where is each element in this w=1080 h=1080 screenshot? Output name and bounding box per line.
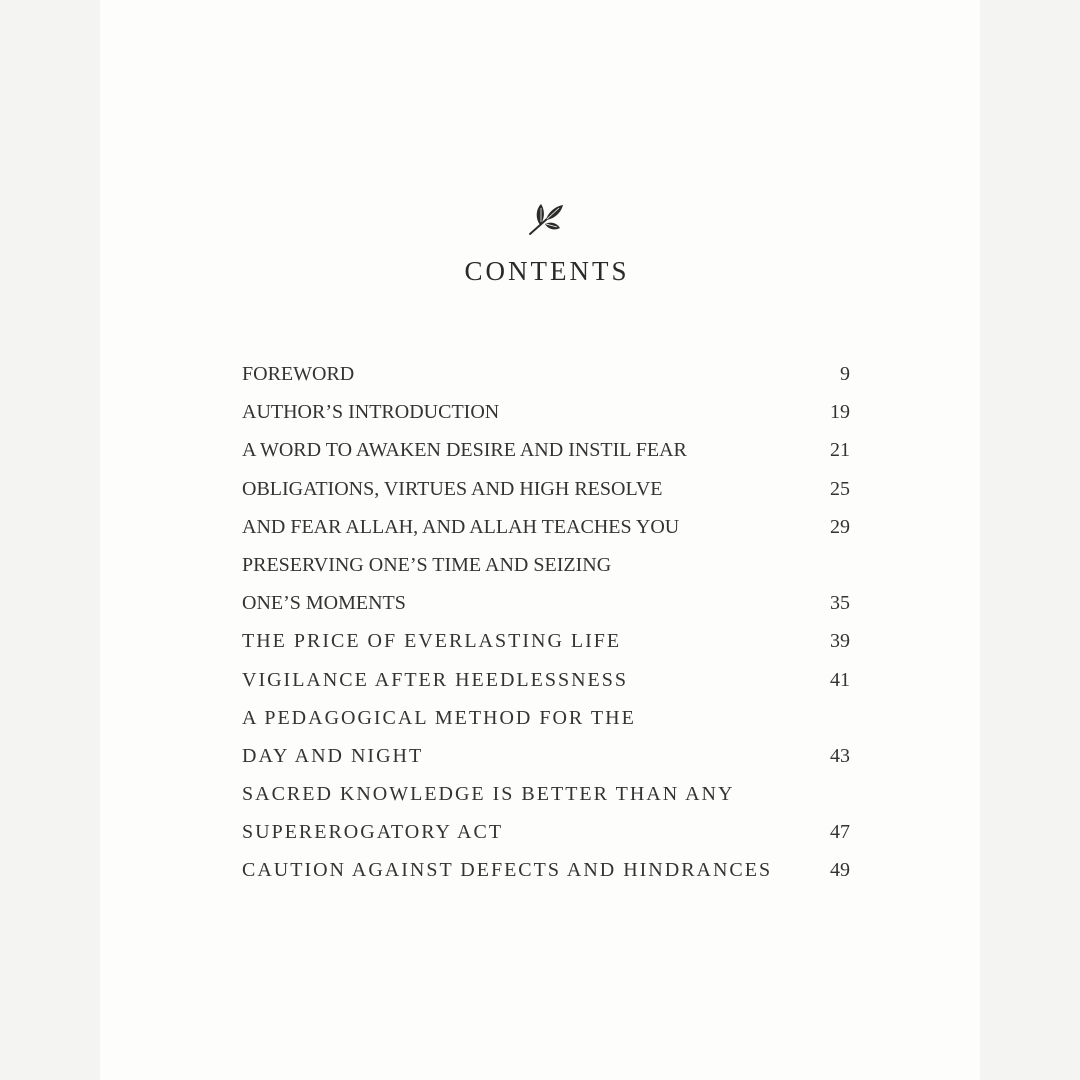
toc-entry-page: 25 (830, 477, 850, 500)
toc-entry-page: 9 (840, 363, 850, 385)
toc-entry-title: CAUTION AGAINST DEFECTS AND HINDRANCES (242, 859, 773, 882)
toc-entry-title: THE PRICE OF EVERLASTING LIFE (242, 630, 622, 653)
toc-entry-title: PRESERVING ONE’S TIME AND SEIZING (242, 553, 612, 576)
toc-entry[interactable] (242, 813, 850, 851)
toc-entry-title: OBLIGATIONS, VIRTUES AND HIGH RESOLVE (242, 477, 663, 500)
table-of-contents (242, 355, 850, 890)
toc-entry-page: 39 (830, 630, 850, 653)
toc-entry[interactable] (242, 699, 850, 737)
toc-entry[interactable] (242, 584, 850, 622)
toc-entry[interactable] (242, 661, 850, 699)
toc-entry[interactable] (242, 355, 850, 393)
toc-entry[interactable] (242, 431, 850, 469)
toc-entry-page: 49 (830, 859, 850, 882)
leaf-sprig-icon (526, 200, 566, 238)
toc-entry-title: A PEDAGOGICAL METHOD FOR THE (242, 706, 636, 729)
toc-entry-page: 41 (830, 668, 850, 691)
toc-entry-page: 43 (830, 744, 850, 767)
toc-entry-title: FOREWORD (242, 363, 355, 385)
toc-entry[interactable] (242, 775, 850, 813)
toc-entry[interactable] (242, 393, 850, 431)
toc-entry-page: 47 (830, 821, 850, 844)
toc-entry-page: 21 (830, 439, 850, 462)
toc-entry-page: 29 (830, 515, 850, 538)
toc-entry-title: SUPEREROGATORY ACT (242, 821, 504, 844)
toc-entry[interactable] (242, 851, 850, 889)
contents-title: CONTENTS (464, 256, 630, 286)
toc-entry-title: ONE’S MOMENTS (242, 592, 406, 615)
toc-entry-title: DAY AND NIGHT (242, 744, 424, 767)
toc-entry-title: SACRED KNOWLEDGE IS BETTER THAN ANY (242, 783, 735, 806)
toc-entry[interactable] (242, 737, 850, 775)
toc-entry[interactable] (242, 546, 850, 584)
toc-entry[interactable] (242, 622, 850, 660)
toc-entry-title: AND FEAR ALLAH, AND ALLAH TEACHES YOU (242, 515, 680, 538)
toc-entry-title: AUTHOR’S INTRODUCTION (242, 401, 500, 424)
toc-entry-page: 19 (830, 401, 850, 424)
toc-entry-title: A WORD TO AWAKEN DESIRE AND INSTIL FEAR (242, 439, 687, 462)
toc-entry[interactable] (242, 508, 850, 546)
toc-entry-title: VIGILANCE AFTER HEEDLESSNESS (242, 668, 629, 691)
toc-entry-page: 35 (830, 592, 850, 615)
toc-entry[interactable] (242, 470, 850, 508)
